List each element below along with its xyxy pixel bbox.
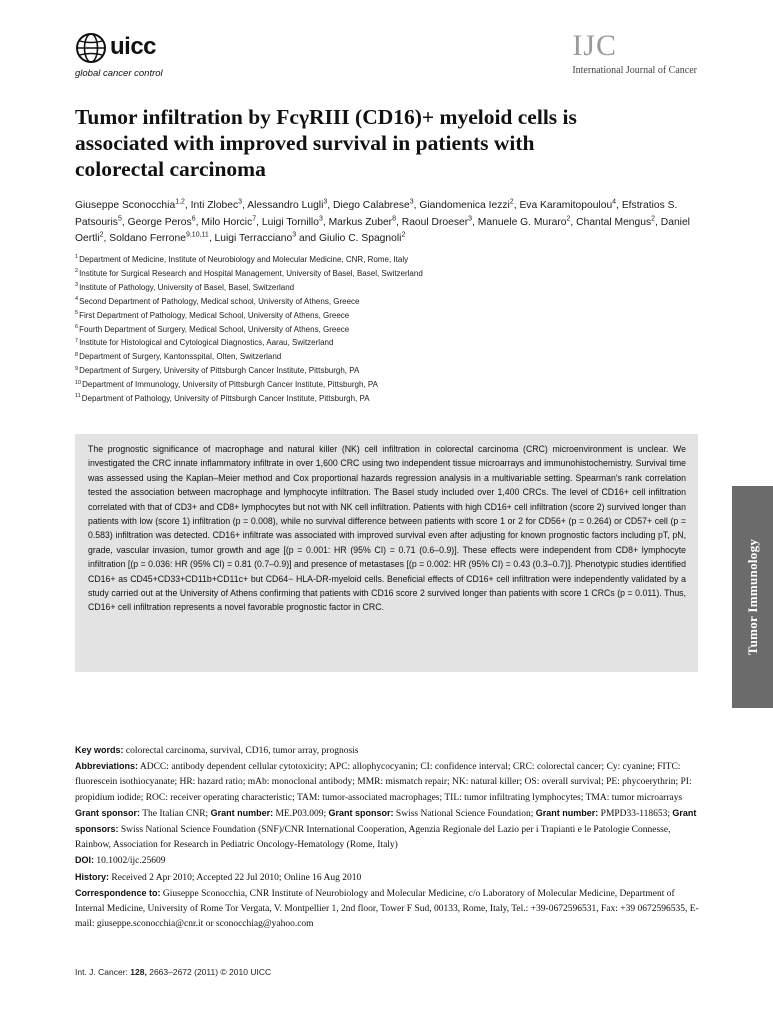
author-affiliation-marker: 2 bbox=[651, 215, 656, 223]
section-side-tab bbox=[732, 486, 773, 708]
affiliation-item bbox=[75, 378, 700, 392]
doi-label: DOI: bbox=[75, 855, 94, 866]
affiliation-number: 7 bbox=[75, 337, 79, 344]
affiliation-number: 5 bbox=[75, 309, 79, 316]
keywords-label: Key words: bbox=[75, 745, 124, 755]
author-affiliation-marker: 3 bbox=[292, 231, 297, 239]
grant-text: Swiss National Science Foundation (SNF)/CNR International Cooperation, Agenzia Regionale del Lazio per i Trapianti e le Patologie Connesse, Rainbow, Association for Research in Pediatric Oncology-Hematology (Rome, Italy) bbox=[75, 825, 671, 851]
affiliation-item bbox=[75, 336, 700, 350]
affiliation-number: 3 bbox=[75, 282, 79, 289]
affiliation-number: 6 bbox=[75, 323, 79, 330]
article-title bbox=[75, 104, 635, 182]
author-list: Giuseppe Sconocchia$^{1,2}$, Inti Zlobec$^3$, Alessandro Lugli$^3$, Diego Calabrese$^3$, Giandomenica Iezzi$^2$, Eva Karamitopoulou$^4$, Efstratios S. Patsouris$^5$, George Peros$^6$, Milo Horcic$^7$, Luigi Tornillo$^3$, Markus Zuber$^8$, Raoul Droeser$^3$, Manuele G. Muraro$^2$, Chantal Mengus$^2$, Daniel Oertli$^2$, Soldano Ferrone$^{9,10,11}$, Luigi Terracciano$^3$ and Giulio C. Spagnoli$^2$ bbox=[75, 198, 690, 244]
affiliation-text: Department of Pathology, University of Pittsburgh Cancer Institute, Pittsburgh, PA bbox=[81, 394, 370, 404]
affiliation-text: Fourth Department of Surgery, Medical School, University of Athens, Greece bbox=[79, 324, 350, 334]
journal-masthead bbox=[572, 30, 697, 76]
history bbox=[75, 870, 700, 886]
author-name: Giulio C. Spagnoli bbox=[319, 233, 402, 244]
author-name: Inti Zlobec bbox=[190, 200, 239, 211]
affiliation-text: Institute for Surgical Research and Hospital Management, University of Basel, Basel, Switzerland bbox=[79, 268, 423, 278]
doi bbox=[75, 853, 700, 869]
author-affiliation-marker: 4 bbox=[612, 198, 617, 206]
author-affiliation-marker: 3 bbox=[323, 198, 328, 206]
author-affiliation-marker: 2 bbox=[509, 198, 514, 206]
affiliation-item bbox=[75, 392, 700, 406]
author-name: Efstratios S. Patsouris bbox=[75, 200, 678, 228]
affiliation-text: Department of Immunology, University of Pittsburgh Cancer Institute, Pittsburgh, PA bbox=[82, 380, 378, 390]
author-affiliation-marker: 2 bbox=[566, 215, 571, 223]
grant-label: Grant sponsor: bbox=[328, 807, 394, 818]
grant-label: Grant sponsor: bbox=[75, 807, 141, 818]
affiliation-item bbox=[75, 281, 700, 295]
journal-full-name: International Journal of Cancer bbox=[572, 65, 697, 76]
uicc-tagline: global cancer control bbox=[75, 68, 163, 79]
correspondence-text: Giuseppe Sconocchia, CNR Institute of Neurobiology and Molecular Medicine, c/o Laboratory of Molecular Medicine, Department of Internal Medicine, University of Rome Tor Vergata, V. Montpellier 1, 2nd floor, Tower F Sud, 00133, Rome, Italy, Tel.: +39-0672596531, Fax: +39 0672596535, E-mail: giuseppe.sconocchia@cnr.it or sconocchiag@yahoo.com bbox=[75, 888, 699, 930]
author-name: Eva Karamitopoulou bbox=[519, 200, 613, 211]
abbreviations bbox=[75, 759, 700, 806]
affiliation-text: First Department of Pathology, Medical School, University of Athens, Greece bbox=[79, 310, 350, 320]
affiliation-text: Institute of Pathology, University of Basel, Basel, Switzerland bbox=[79, 282, 295, 292]
author-affiliation-marker: 8 bbox=[392, 215, 397, 223]
journal-abbreviation: IJC bbox=[572, 29, 617, 62]
author-affiliation-marker: 3 bbox=[238, 198, 243, 206]
author-name: Chantal Mengus bbox=[576, 216, 652, 228]
affiliation-text: Department of Surgery, Kantonsspital, Olten, Switzerland bbox=[79, 352, 282, 362]
uicc-logo-text: uicc bbox=[110, 33, 157, 60]
affiliation-item bbox=[75, 295, 700, 309]
affiliation-text: Department of Surgery, University of Pittsburgh Cancer Institute, Pittsburgh, PA bbox=[79, 366, 360, 376]
author-name: Raoul Droeser bbox=[401, 216, 469, 228]
author-name: Milo Horcic bbox=[201, 216, 253, 228]
correspondence-label: Correspondence to: bbox=[75, 887, 161, 898]
affiliation-number: 4 bbox=[75, 296, 79, 303]
author-affiliation-marker: 7 bbox=[252, 215, 257, 223]
affiliation-number: 9 bbox=[75, 365, 79, 372]
affiliation-item bbox=[75, 364, 700, 378]
history-text: Received 2 Apr 2010; Accepted 22 Jul 2010; Online 16 Aug 2010 bbox=[111, 872, 362, 883]
author-name: Diego Calabrese bbox=[333, 200, 410, 211]
title-line: colorectal carcinoma bbox=[75, 157, 266, 181]
abstract-box bbox=[75, 434, 698, 672]
author-name: Giuseppe Sconocchia bbox=[75, 200, 176, 211]
affiliation-number: 2 bbox=[75, 268, 79, 275]
author-affiliation-marker: 9,10,11 bbox=[185, 231, 209, 239]
affiliation-list bbox=[75, 253, 700, 406]
author-name: Markus Zuber bbox=[328, 216, 393, 228]
history-label: History: bbox=[75, 871, 110, 882]
author-affiliation-marker: 3 bbox=[318, 215, 323, 223]
grant-text: Swiss National Science Foundation; bbox=[395, 808, 534, 819]
author-name: Manuele G. Muraro bbox=[477, 216, 567, 228]
correspondence bbox=[75, 886, 700, 933]
affiliation-text: Institute for Histological and Cytological Diagnostics, Aarau, Switzerland bbox=[79, 338, 334, 348]
citation-pages: 2663–2672 (2011) © 2010 UICC bbox=[149, 967, 272, 977]
affiliation-text: Department of Medicine, Institute of Neurobiology and Molecular Medicine, CNR, Rome, Italy bbox=[79, 255, 409, 264]
keywords bbox=[75, 743, 700, 759]
author-name: Daniel Oertli bbox=[75, 216, 690, 244]
affiliation-item bbox=[75, 309, 700, 323]
abbreviations-label: Abbreviations: bbox=[75, 761, 139, 772]
citation-journal: Int. J. Cancer: bbox=[75, 967, 128, 977]
affiliation-text: Second Department of Pathology, Medical school, University of Athens, Greece bbox=[79, 296, 360, 306]
affiliation-number: 8 bbox=[75, 351, 79, 358]
grant-label: Grant number: bbox=[535, 807, 599, 818]
author-name: George Peros bbox=[127, 216, 192, 228]
grant-text: The Italian CNR; bbox=[142, 808, 209, 819]
affiliation-item bbox=[75, 253, 700, 267]
author-name: Soldano Ferrone bbox=[109, 233, 186, 244]
author-affiliation-marker: 6 bbox=[191, 215, 196, 223]
grant-label: Grant number: bbox=[210, 807, 274, 818]
affiliation-number: 1 bbox=[75, 254, 79, 261]
affiliation-number: 10 bbox=[75, 379, 82, 386]
author-affiliation-marker: 5 bbox=[117, 215, 122, 223]
affiliation-item bbox=[75, 323, 700, 337]
title-line: associated with improved survival in patients with bbox=[75, 131, 535, 155]
grant-label: Grant sponsors: bbox=[75, 807, 697, 835]
article-metadata bbox=[75, 743, 700, 932]
title-line: Tumor infiltration by FcγRIII (CD16)+ myeloid cells is bbox=[75, 105, 577, 129]
abstract-text: The prognostic significance of macrophage and natural killer (NK) cell infiltration in colorectal carcinoma (CRC) microenvironment is unclear. We investigated the CRC innate inflammatory infiltrate in over 1,600 CRC using two independent tissue microarrays and immunohistochemistry. Survival time was assessed using the Kaplan–Meier method and Cox proportional hazards regression analysis in a multivariable setting. Spearman's rank correlation tested the association between macrophage and lymphocyte infiltration. The Basel study included over 1,400 CRCs. The level of CD16+ cell infiltration correlated with that of CD3+ and CD8+ lymphocytes but not with NK cell infiltration. Patients with high CD16+ cell infiltration (score 2) survived longer than patients with low (score 1) infiltration (p = 0.008), while no survival difference between patients with score 1 or 2 for CD56+ (p = 0.264) or CD57+ cell (p = 0.583) infiltration was detected. CD16+ infiltrate was associated with improved survival even after adjusting for known prognostic factors including pT, pN, grade, vascular invasion, tumor growth and age [(p = 0.001: HR (95% CI) = 0.71 (0.6–0.9)]. These effects were independent from CD8+ lymphocyte infiltration [(p = 0.036: HR (95% CI) = 0.81 (0.7–0.9)] and presence of metastases [(p = 0.002: HR (95% CI) = 0.43 (0.3–0.7)]. Phenotypic studies identified CD16+ as CD45+CD33+CD11b+CD11c+ but CD64− HLA-DR-myeloid cells. Beneficial effects of CD16+ cell infiltration were independently validated by a study carried out at the University of Athens confirming that patients with CD16 score 2 survived longer than patients with score 1 CRCs (p = 0.011). Thus, CD16+ cell infiltration represents a novel favorable prognostic factor in CRC. bbox=[88, 444, 686, 613]
doi-text: 10.1002/ijc.25609 bbox=[96, 856, 166, 867]
affiliation-item bbox=[75, 350, 700, 364]
author-name: Giandomenica Iezzi bbox=[419, 200, 510, 211]
uicc-logo bbox=[75, 32, 185, 82]
grant-text: ME.P03.009; bbox=[275, 808, 327, 819]
affiliation-item bbox=[75, 267, 700, 281]
author-name: Alessandro Lugli bbox=[247, 200, 324, 211]
grant-info bbox=[75, 806, 700, 854]
page-footer-citation bbox=[75, 967, 271, 977]
globe-icon bbox=[75, 32, 107, 64]
abbreviations-text: ADCC: antibody dependent cellular cytotoxicity; APC: allophycocyanin; CI: confidence interval; CRC: colorectal cancer; Cy: cyanine; FITC: fluorescein isothiocyanate; HR: hazard ratio; mAb: monoclonal antibody; MMR: mismatch repair; NK: natural killer; OS: overall survival; PE: phycoerythrin; PI: propidium iodide; ROC: receiver operating characteristic; TAM: tumor-associated macrophages; TIL: tumor infiltrating lymphocytes; TMA: tumor microarrays bbox=[75, 762, 692, 803]
citation-volume: 128, bbox=[130, 967, 147, 977]
section-side-tab-label: Tumor Immunology bbox=[744, 538, 760, 656]
author-affiliation-marker: 2 bbox=[401, 231, 406, 239]
author-affiliation-marker: 1,2 bbox=[175, 198, 185, 206]
author-name: Luigi Tornillo bbox=[261, 216, 319, 228]
author-affiliation-marker: 3 bbox=[409, 198, 414, 206]
author-affiliation-marker: 2 bbox=[99, 231, 104, 239]
affiliation-number: 11 bbox=[75, 393, 81, 400]
author-affiliation-marker: 3 bbox=[468, 215, 473, 223]
keywords-text: colorectal carcinoma, survival, CD16, tumor array, prognosis bbox=[125, 746, 359, 756]
grant-text: PMPD33-118653; bbox=[600, 808, 670, 819]
author-name: Luigi Terracciano bbox=[214, 233, 293, 244]
